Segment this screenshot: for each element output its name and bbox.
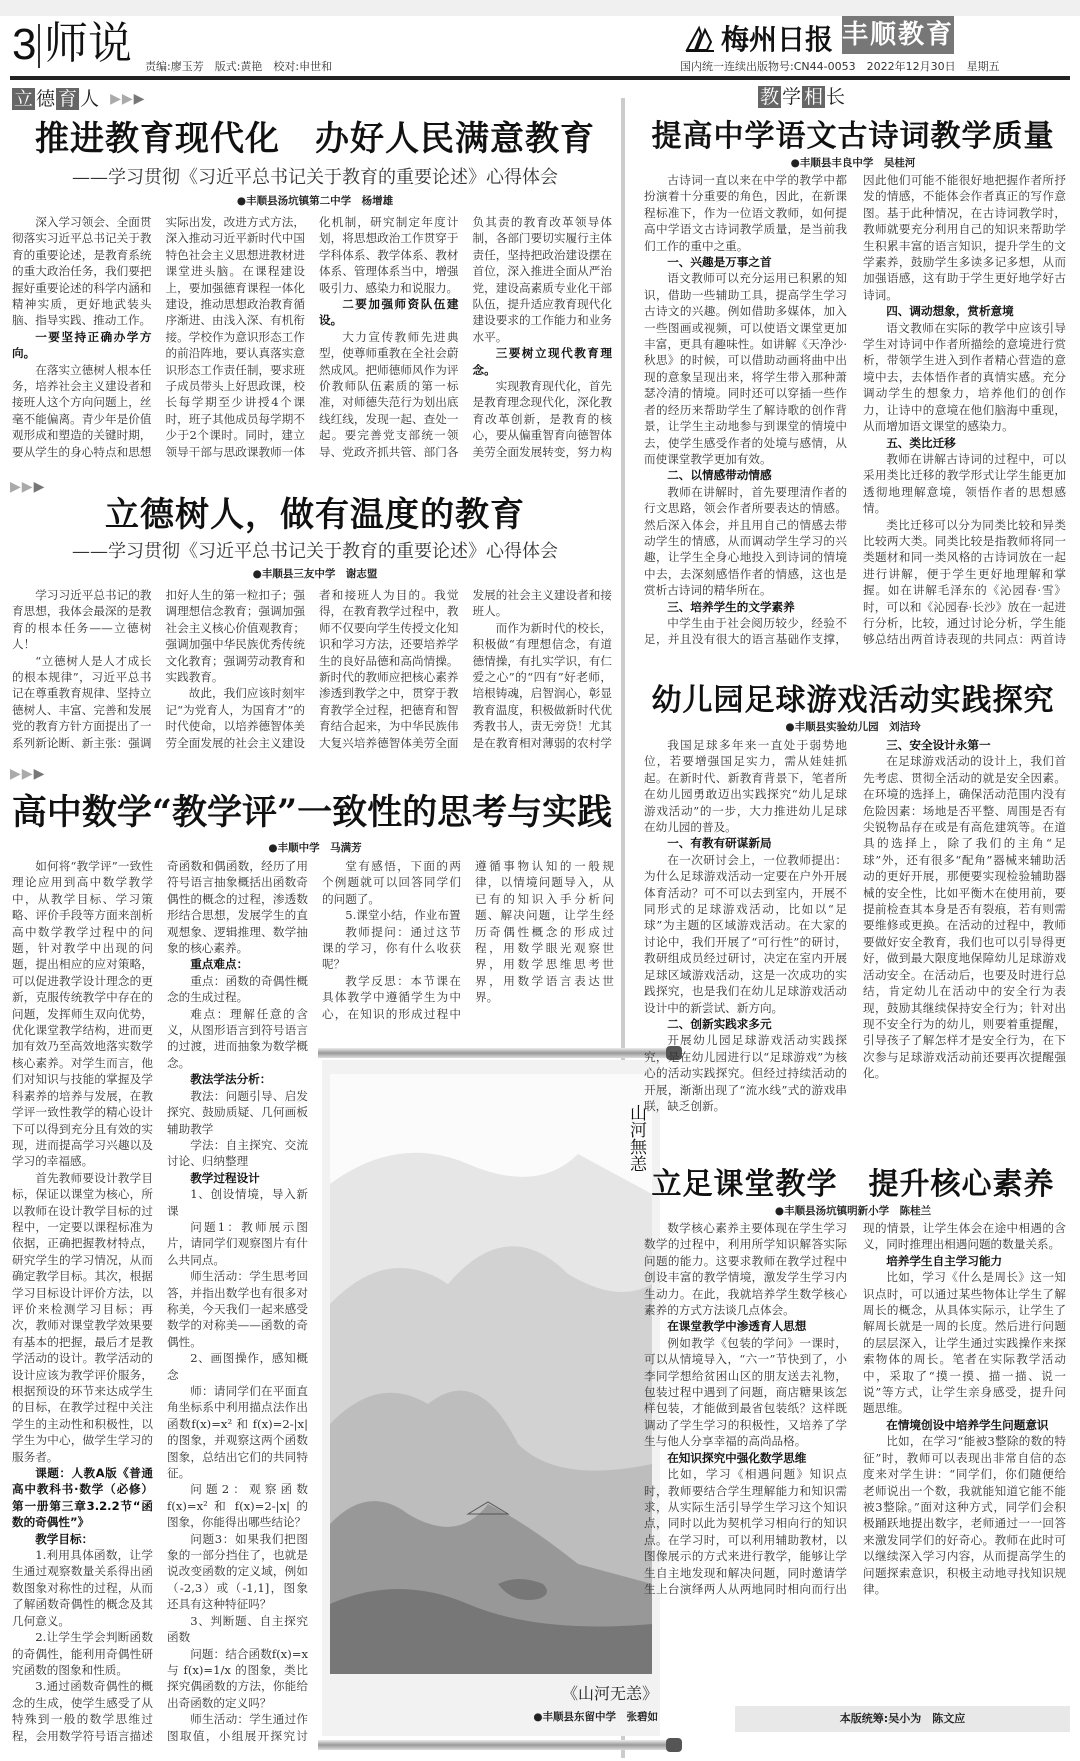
tag-char: 育 bbox=[58, 88, 78, 110]
subheading: 教学过程设计 bbox=[190, 1170, 260, 1185]
paragraph: 教师在讲解古诗词的过程中，可以采用类比迁移的教学形式让学生能更加透彻地理解意境，领悟作者的思想感情。 bbox=[863, 451, 1066, 516]
subheading: 三、培养学生的文学素养 bbox=[667, 599, 795, 614]
tag-char: 相 bbox=[804, 86, 824, 108]
article-title: 提高中学语文古诗词教学质量 bbox=[651, 119, 1055, 154]
article-byline: ●丰顺县三友中学 谢志盟 bbox=[252, 568, 378, 580]
article-body bbox=[12, 587, 612, 763]
tag-char: 德 bbox=[36, 88, 56, 110]
paragraph: 例如教学《包装的学问》一课时，可以从情境导入，“六一”节快到了，小李同学想给贫困山区的朋友送去礼物，包装过程中遇到了问题，商店糖果该怎样包装，才能做到最省包装纸？这样既调动了学生学习的积极性，又培养了学生与他人分享幸福的高尚品格。 bbox=[644, 1335, 847, 1449]
article-byline: ●丰顺县汤坑镇第二中学 杨增雄 bbox=[236, 195, 394, 207]
subheading: 在知识探究中强化数学思维 bbox=[667, 1450, 807, 1465]
paragraph: 师生活动：学生通过作图取值，小组展开探究讨 bbox=[167, 1712, 308, 1743]
painting-inscription: 山河無恙 bbox=[626, 1104, 646, 1172]
paragraph: 师：请同学们在平面直角坐标系中利用描点法作出函数f(x)=x² 和 f(x)=2-|x| 的图象，并观察这两个函数图象，总结出它们的共同特征。 bbox=[167, 1384, 308, 1481]
article-title: 立足课堂教学 提升核心素养 bbox=[651, 1167, 1055, 1202]
paragraph: 大力宣传教师先进典型，使尊师重教在全社会蔚然成风。把师德师风作为评价教师队伍素质的第一标准，对师德失范行为划出底线红线，发现一起、查处一起。要完善党支部统一领导、党政齐抓共管、部门各负其责的教育改革领导体制，各部门要切实履行主体责任，坚持把政治建设摆在首位，深入推进全面从严治党，建设高素质专业化干部队伍，提升适应教育现代化建设要求的工作能力和业务水平。 bbox=[319, 215, 612, 459]
paragraph: 师生活动：学生思考回答，并指出数学也有很多对称美，今天我们一起来感受数学的对称美——函数的奇偶性。 bbox=[167, 1269, 308, 1349]
subheading: 一要坚持正确办学方向。 bbox=[12, 329, 152, 361]
column-tag-lide bbox=[12, 88, 144, 110]
paragraph: 5.课堂小结，作业布置 bbox=[345, 908, 461, 923]
subheading: 四、调动想象，赏析意境 bbox=[886, 304, 1014, 319]
paragraph: 中学生由于社会阅历较少，经验不足，并且没有很大的语言基础作支撑，因此他们可能不能很好地把握作者所抒发的情感，不能体会作者真正的写作意图。基于此种情况，在古诗词教学时，教师就要充分利用自己的知识来帮助学生积累丰富的语言知识，提升学生的文学素养，鼓励学生多读多记多想，从而加强语感，这有助于学生更好地学好古诗词。 bbox=[644, 173, 1066, 647]
subheading: 三、安全设计永第一 bbox=[886, 738, 991, 752]
article-subtitle: ——学习贯彻《习近平总书记关于教育的重要论述》心得体会 bbox=[72, 541, 558, 562]
arrows-icon: ▶ ▶ ▶ bbox=[10, 479, 45, 495]
article-subtitle: ——学习贯彻《习近平总书记关于教育的重要论述》心得体会 bbox=[72, 167, 558, 188]
paragraph: 教师在讲解时，首先要理清作者的行文思路，领会作者所要表达的情感。然后深入体会，并且用自己的情感去带动学生的情感，从而调动学生学习的兴趣，让学生全身心地投入到诗词的情境中去，去深刻感悟作者的情感，这也是赏析古诗词的精华所在。 bbox=[644, 484, 847, 598]
subheading: 一、有教有研谋新局 bbox=[667, 836, 772, 851]
paragraph: 深入学习领会、全面贯彻落实习近平总书记关于教育的重要论述，是教育系统的重大政治任务，我们要把握好重要论述的科学内涵和精神实质，更好地武装头脑、指导实践、推动工作。 bbox=[12, 215, 152, 328]
paragraph: 2、画图操作，感知概念 bbox=[167, 1351, 308, 1382]
subheading: 三要树立现代教育理念。 bbox=[472, 346, 612, 377]
paragraph: 问题3：如果我们把图象的一部分挡住了，也就是说改变函数的定义域，例如（-2,3）或（-1,1]，图象还具有这种特征吗？ bbox=[167, 1531, 308, 1612]
masthead bbox=[685, 18, 833, 58]
subheading: 二、以情感带动情感 bbox=[667, 468, 772, 483]
paragraph: 堂有感悟，下面的两个例题就可以回答同学们的问题了。 bbox=[322, 859, 461, 906]
paragraph: 故此，我们应该时刻牢记“为党育人，为国育才”的时代使命，以培养德智体美劳全面发展的社会主义建设者和接班人为目的。我觉得，在教育教学过程中，教师不仅要向学生传授文化知识和学习方法，还要培养学生的良好品德和高尚情操。新时代的教师应把核心素养渗透到教学之中，贯穿于教育教学全过程，把德育和智育结合起来，为中华民族伟大复兴培养德智体美劳全面发展的社会主义建设者和接班人。 bbox=[165, 588, 612, 750]
divider bbox=[38, 24, 40, 68]
top-band bbox=[0, 0, 1080, 16]
paragraph: 比如，学习《什么是周长》这一知识点时，可以通过某些物体让学生了解周长的概念，从具体实际示，让学生了解周长就是一周的长度。然后进行问题的层层深入，让学生通过实践操作来探索物体的周长。笔者在实际教学活动中，采取了“摸一摸、描一描、说一说”等方式，让学生亲身感受，提升问题思维。 bbox=[863, 1270, 1066, 1416]
masthead-title: 梅州日报 bbox=[721, 23, 834, 56]
page-number: 3 bbox=[12, 20, 37, 69]
tag-char: 学 bbox=[782, 86, 802, 108]
paragraph: 教师提问：通过这节课的学习，你有什么收获呢？ bbox=[322, 924, 461, 972]
painting-byline: ●丰顺县东留中学 张碧如 bbox=[533, 1711, 658, 1723]
tag-char: 长 bbox=[826, 86, 846, 108]
paragraph: 实现教育现代化，首先是教育理念现代化，深化教育改革创新，是教育的核心，要从偏重智育向德智体美劳全面发展转变，努力构 bbox=[472, 379, 612, 459]
issue-info: 国内统一连续出版物号:CN44-0053 2022年12月30日 星期五 bbox=[680, 60, 1000, 73]
paragraph: 3、判断题、自主探究函数 bbox=[167, 1613, 308, 1645]
paragraph: 在落实立德树人根本任务，培养社会主义建设者和接班人这个方向问题上，丝毫不能偏离。青少年是价值观形成和塑造的关键时期，要从学生的身心特点和思想实际出发，改进方式方法，深入推动习近平新时代中国特色社会主义思想进教材进课堂进头脑。在课程建设上，要加强德育课程一体化建设，推动思想政治教育循序渐进、由浅入深、有机衔接。学校作为意识形态工作的前沿阵地，要认真落实意识形态工作责任制，要求班子成员带头上好思政课，校长每学期至少讲授4个课时，班子其他成员每学期不少于2个课时。同时，建立领导干部与思政课教师一体化机制，研究制定年度计划，将思想政治工作贯穿于学科体系、教学体系、教材体系、管理体系当中，增强吸引力、感染力和说服力。 bbox=[12, 215, 459, 459]
subheading: 教法学法分析： bbox=[190, 1072, 272, 1087]
paragraph: 重点：函数的奇偶性概念的生成过程。 bbox=[167, 973, 308, 1005]
subheading: 在课堂教学中渗透育人思想 bbox=[667, 1319, 807, 1334]
arrows-marker bbox=[10, 765, 44, 783]
article-body-continued bbox=[322, 858, 614, 1040]
paragraph: 1.利用具体函数，让学生通过观察数量关系得出函数图象对称性的过程，从而了解函数奇偶性的概念及其几何意义。 bbox=[12, 1548, 153, 1628]
paragraph: 教法：问题引导、启发探究、鼓励质疑、几何画板辅助教学 bbox=[167, 1088, 308, 1136]
article-byline: ●丰顺中学 马满芳 bbox=[268, 842, 362, 854]
paragraph: “立德树人是人才成长的根本规律”，习近平总书记在尊重教育规律、坚持立德树人、丰富、完善和发展党的教育方针方面提出了一系列新论断、新主张：强调扣好人生的第一粒扣子；强调理想信念教育；强调加强社会主义核心价值观教育；强调加强中华民族优秀传统文化教育；强调劳动教育和实践教育。 bbox=[12, 588, 305, 750]
subheading: 培养学生自主学习能力 bbox=[886, 1253, 1003, 1268]
article-body bbox=[644, 737, 1066, 1133]
paragraph: 类比迁移可以分为同类比较和异类比较两大类。同类比较是指教师将同一类题材和同一类风格的古诗词放在一起进行讲解，便于学生更好地理解和掌握。如在讲解毛泽东的《沁园春·雪》时，可以和《沁园春·长沙》放在一起进行分析，比较，通过讨论分析，学生能够总结出两首诗表现的共同点：两首诗 bbox=[863, 517, 1066, 647]
paragraph: 3.通过函数奇偶性的概念的生成，使学生感受了从特殊到一般的数学思维过程，会用数学符号语言描述奇函数和偶函数，经历了用符号语言抽象概括出函数奇偶性的概念的过程，渗透数形结合思想，发展学生的直观想象、逻辑推理、数学抽象的核心素养。 bbox=[12, 859, 308, 1743]
paragraph: 2.让学生学会判断函数的奇偶性，能利用奇偶性研究函数的图象和性质。 bbox=[12, 1630, 153, 1677]
tag-char: 立 bbox=[14, 88, 34, 110]
paragraph: 在一次研讨会上，一位教师提出：为什么足球游戏活动一定要在户外开展体育活动？可不可以去到室内，开展不同形式的足球游戏活动，比如以“足球”为主题的区域游戏活动。在大家的讨论中，我们开展了“可行性”的研讨，教研组成员经过研讨，决定在室内开展足球区域游戏活动，这是一次成功的实践探究，也是我们在幼儿足球游戏活动设计中的新尝试、新方向。 bbox=[644, 852, 847, 1015]
arrows-icon: ▶ ▶ ▶ bbox=[10, 766, 45, 782]
painting-caption: 《山河无恙》 bbox=[561, 1684, 658, 1703]
subheading: 一、兴趣是万事之首 bbox=[667, 255, 772, 270]
paragraph: 在足球游戏活动的设计上，我们首先考虑、贯彻全活动的就是安全因素。在环境的选择上，确保活动范围内没有危险因素：场地是否平整、周围是否有尖锐物品存在或是有高危建筑等。在道具的选择上，除了我们的主角“足球”外，还有很多“配角”器械来辅助活动的更好开展，那便要实现检验辅助器械的安全性，比如平衡木在使用前，要提前检查其本身是否有裂痕，若有则需要维修或更换。在活动的过程中，教师要做好安全教育，我们也可以引导得更好，做到最大限度地保障幼儿足球游戏活动安全。在活动后，也要及时进行总结，肯定幼儿在活动中的安全行为表现，鼓励其继续保持安全行为；针对出现不安全行为的幼儿，则要着重提醒，引导孩子了解怎样才是安全行为，在下次参与足球游戏活动前还要再次提醒强化。 bbox=[863, 754, 1066, 1081]
article-byline: ●丰顺县丰良中学 吴桂河 bbox=[790, 157, 916, 169]
paragraph: 数学核心素养主要体现在学生学习数学的过程中，利用所学知识解答实际问题的能力。这要求教师在教学过程中创设丰富的教学情境，激发学生学习内生动力。在此，我就培养学生数学核心素养的方式方法谈几点体会。 bbox=[644, 1221, 847, 1318]
paragraph: 问题1：教师展示图片，请同学们观察图片有什么共同点。 bbox=[167, 1219, 308, 1267]
paragraph: 学法：自主探究、交流讨论、归纳整理 bbox=[167, 1137, 308, 1169]
article-body bbox=[644, 172, 1066, 662]
subheading: 二要加强师资队伍建设。 bbox=[319, 297, 459, 328]
subheading: 二、创新实践求多元 bbox=[667, 1016, 772, 1031]
paragraph: 学习习近平总书记的教育思想，我体会最深的是教育的根本任务——立德树人！ bbox=[12, 588, 152, 652]
painting-scroll bbox=[318, 1044, 684, 1756]
column-tag-jiaoxue bbox=[758, 86, 846, 108]
landscape-painting bbox=[318, 1044, 684, 1756]
article-body bbox=[12, 858, 308, 1758]
paragraph: 教学反思：本节课在具体教学中遵循学生为中心，在知识的形成过程中遵循事物认知的一般规律，以情境问题导入，从已有的知识入手分析问题、解决问题，让学生经历奇偶性概念的形成过程，用数学眼光观察世界，用数学思维思考世界，用数学语言表达世界。 bbox=[322, 859, 614, 1021]
subheading: 在情境创设中培养学生问题意识 bbox=[886, 1417, 1049, 1432]
section-title: 师说 bbox=[44, 18, 132, 69]
article-body bbox=[12, 214, 612, 476]
article-title: 推进教育现代化 办好人民满意教育 bbox=[35, 119, 595, 159]
paragraph: 而作为新时代的校长，积极做“有理想信念，有道德情操，有扎实学识，有仁爱之心”的“四有”好老师，培根铸魂，启智润心，彰显教育温度，积极做新时代优秀教书人，责无旁贷！尤其是在教育相对薄弱的农村学 bbox=[472, 620, 612, 750]
subheading: 五、类比迁移 bbox=[886, 435, 956, 450]
paragraph: 首先教师要设计教学目标，保证以课堂为核心，所以教师在设计教学目标的过程中，一定要以课程标准为依据，正确把握教材特点，研究学生的学习情况，从而确定教学目标。其次，根据学习目标设计评价方法，以评价来检测学习目标；再次，教师对课堂教学效果要有基本的把握，最后才是教学活动的设计。教学活动的设计应该为教学评价服务，根据预设的环节来达成学生的目标，在教学过程中关注学生的主动性和积极性，以学生为中心，做学生学习的服务者。 bbox=[12, 1170, 153, 1464]
subheading: 教学目标： bbox=[35, 1531, 94, 1546]
paragraph: 古诗词一直以来在中学的教学中都扮演着十分重要的角色，因此，在新课程标准下，作为一位语文教师，如何提高中学语文古诗词教学质量，是当前我们工作的重中之重。 bbox=[644, 173, 847, 253]
article-title: 立德树人，做有温度的教育 bbox=[105, 495, 525, 535]
arrows-icon: ▶ ▶ ▶ bbox=[110, 91, 145, 107]
paragraph: 比如，学习《相遇问题》知识点时，教师要结合学生理解能力和知识需求，从实际生活引导学生学习这个知识点，同时以此为契机学习相向行的知识点。在学习时，可以利用辅助教材，以图像展示的方式来进行教学，能够让学生自主地发现和解决问题，同时邀请学生上台演绎两人从两地同时相向而行出现的情景，让学生体会在途中相遇的含义，同时推理出相遇问题的数量关系。 bbox=[644, 1221, 1066, 1596]
edition-badge: 丰顺教育 bbox=[842, 16, 954, 54]
paragraph: 如何将“教学评”一致性理论应用到高中数学教学中，从教学目标、学习策略、评价手段等方面来剖析高中数学教学过程中的问题，针对教学中出现的问题，提出相应的应对策略，可以促进教学设计理念的更新，克服传统教学中存在的问题，发挥师生双向优势，优化课堂教学结构，进而更加有效乃至高效地落实数学核心素养。对学生而言，他们对知识与技能的掌握及学科素养的培养与发展，在教学评一致性教学的精心设计下可以得到充分且有效的实现，进而提高学习兴趣以及学习的幸福感。 bbox=[12, 859, 153, 1169]
article-body bbox=[644, 1220, 1066, 1696]
paragraph: 比如，在学习“能被3整除的数的特征”时，教师可以表现出非常自信的态度来对学生讲：“同学们，你们随便给老师说出一个数，我就能知道它能不能被3整除。”面对这种方式，同学们会积极踊跃地提出数字，老师通过一一回答来激发同学们的好奇心。教师在此时可以继续深入学习内容，从而提高学生的问题探索意识，积极主动地寻找知识规律。 bbox=[863, 1434, 1066, 1596]
editors-credit: 责编:廖玉芳 版式:黄艳 校对:申世和 bbox=[145, 60, 333, 73]
paragraph: 1、创设情境，导入新课 bbox=[167, 1187, 308, 1218]
page-footer-credit: 本版统筹:吴小为 陈文应 bbox=[735, 1706, 1070, 1732]
paragraph: 开展幼儿园足球游戏活动实践探究，是在幼儿园进行以“足球游戏”为核心的活动实践探究。但经过持续活动的开展，渐渐出现了“流水线”式的游戏串联，缺乏创新。 bbox=[644, 1033, 847, 1113]
article-byline: ●丰顺县实验幼儿园 刘洁玲 bbox=[785, 721, 921, 733]
tag-char: 教 bbox=[760, 86, 780, 108]
newspaper-logo-icon bbox=[685, 24, 715, 52]
article-title: 幼儿园足球游戏活动实践探究 bbox=[651, 683, 1055, 718]
subheading: 重点难点： bbox=[190, 957, 249, 972]
article-byline: ●丰顺县汤坑镇明新小学 陈桂兰 bbox=[774, 1205, 932, 1217]
paragraph: 我国足球多年来一直处于弱势地位，若要增强国足实力，需从娃娃抓起。在新时代、新教育背景下，笔者所在幼儿园勇敢迈出实践探究“幼儿足球游戏活动”的一步，大力推进幼儿足球在幼儿园的普及。 bbox=[644, 738, 847, 835]
paragraph: 语文教师在实际的教学中应该引导学生对诗词中作者所描绘的意境进行赏析，带领学生进入到作者精心营造的意境中去，去体悟作者的真情实感。充分调动学生的想象力，培养他们的创作力，让诗中的意境在他们脑海中重现，从而增加语文课堂的感染力。 bbox=[863, 320, 1066, 434]
header-rule bbox=[10, 76, 1070, 80]
paragraph: 问题：结合函数f(x)=x 与 f(x)=1/x 的图象，类比探究偶函数的方法，你能给出奇函数的定义吗？ bbox=[167, 1646, 308, 1710]
tag-char: 人 bbox=[80, 88, 100, 110]
article-title: 高中数学“教学评”一致性的思考与实践 bbox=[11, 792, 613, 833]
paragraph: 语文教师可以充分运用已积累的知识，借助一些辅助工具，提高学生学习古诗文的兴趣。例如借助多媒体，加入一些图画或视频，可以使语文课堂更加丰富，更具有趣味性。如讲解《天净沙·秋思》的时候，可以借助动画将曲中出现的意象呈现出来，将学生带入那种萧瑟冷清的情境。同时还可以穿插一些作者的经历来帮助学生了解诗歌的创作背景，让学生主动地参与到课堂的情境中去，使学生感受作者的处境与感情，从而使课堂教学更加有效。 bbox=[644, 271, 847, 466]
paragraph: 问题2：观察函数f(x)=x² 和 f(x)=2-|x| 的图象，你能得出哪些结论？ bbox=[167, 1482, 308, 1530]
subheading: 课题：人教A版《普通高中教科书·数学（必修）第一册第三章3.2.2节“函数的奇偶性”》 bbox=[12, 1466, 153, 1530]
paragraph: 难点：理解任意的含义，从图形语言到符号语言的过渡，进而抽象为数学概念。 bbox=[167, 1006, 308, 1070]
